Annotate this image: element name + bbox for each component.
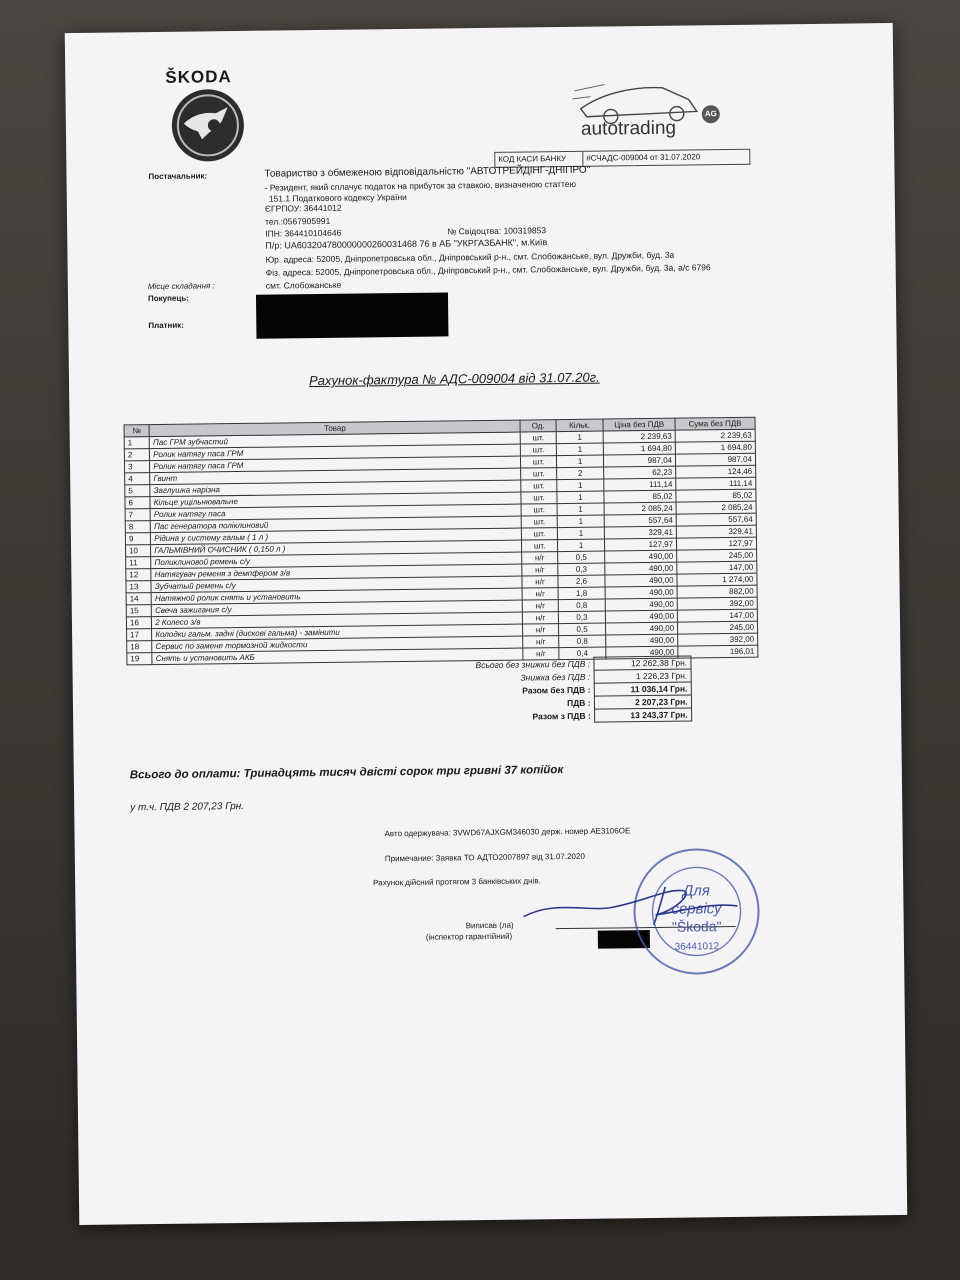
totals-table xyxy=(472,655,691,724)
row-price: 85,02 xyxy=(604,490,676,503)
row-qty: 1 xyxy=(556,455,604,468)
row-item: Натяжной ролик снять и установить xyxy=(151,588,522,605)
row-item: 2 Колесо з/в xyxy=(152,612,523,629)
place-label: Місце складання : xyxy=(147,281,215,292)
supplier-tax-line-1: - Резидент, який сплачує податок на прибуток за ставкою, визначеною статтею xyxy=(264,178,576,193)
col-no: № xyxy=(124,425,149,437)
place-value: смт. Слобожанське xyxy=(265,279,342,291)
col-unit: Од. xyxy=(520,420,556,432)
row-unit: н/г xyxy=(523,624,559,636)
row-number: 1 xyxy=(124,437,149,449)
row-unit: шт. xyxy=(522,528,558,540)
row-item: Пас ГРМ зубчастий xyxy=(149,432,520,449)
row-item: Ролик натягу паса xyxy=(150,504,521,521)
row-unit: шт. xyxy=(521,480,557,492)
row-qty: 2 xyxy=(556,467,604,480)
row-item: Зубчатый ремень с/у xyxy=(151,576,522,593)
footer-note: Примечание: Заявка ТО АДТО2007897 від 31.07.2020 xyxy=(384,851,585,864)
row-sum: 329,41 xyxy=(676,525,756,538)
row-price: 111,14 xyxy=(604,478,676,491)
row-item: Кільце ущільнювальне xyxy=(150,492,521,509)
row-sum: 124,46 xyxy=(676,465,756,478)
supplier-ipn: ІПН: 364410104646 xyxy=(265,227,342,239)
row-unit: н/г xyxy=(523,600,559,612)
row-number: 7 xyxy=(125,509,150,521)
row-sum: 147,00 xyxy=(677,561,757,574)
row-item: Заглушка нарізна xyxy=(150,480,521,497)
row-unit: шт. xyxy=(522,516,558,528)
row-item: Колодки гальм. задні (дискові гальма) - замінити xyxy=(152,624,523,641)
payer-label: Платник: xyxy=(148,320,185,331)
row-price: 127,97 xyxy=(605,538,677,551)
row-unit: шт. xyxy=(522,540,558,552)
row-number: 18 xyxy=(127,641,152,653)
total-label: Разом без ПДВ : xyxy=(522,684,591,696)
row-item: Поликлиновой ремень с/у xyxy=(151,552,522,569)
row-unit: н/г xyxy=(522,552,558,564)
row-item: ГАЛЬМІВНИЙ ОЧИСНИК ( 0,150 л ) xyxy=(151,540,522,557)
supplier-physical-address: Фіз. адреса: 52005, Дніпропетровська обл., Дніпровський р-н., смт. Слобожанське, вул. Дружби, буд. 3а, а/с 6796 xyxy=(265,262,711,278)
footer-validity: Рахунок дійсний протягом 3 банківських днів. xyxy=(373,876,541,888)
supplier-tax-line-2: 151.1 Податкового кодексу України xyxy=(268,191,407,204)
row-unit: н/г xyxy=(522,564,558,576)
row-item: Гвинт xyxy=(150,468,521,485)
row-sum: 127,97 xyxy=(677,537,757,550)
row-qty: 1 xyxy=(557,503,605,516)
row-price: 490,00 xyxy=(605,598,677,611)
row-qty: 1 xyxy=(556,431,604,444)
row-number: 13 xyxy=(126,581,151,593)
autotrading-wordmark: autotrading xyxy=(580,117,677,140)
skoda-logo-icon xyxy=(169,87,246,164)
row-qty: 0,3 xyxy=(558,611,606,624)
row-unit: н/г xyxy=(523,612,559,624)
row-qty: 0,5 xyxy=(557,551,605,564)
row-sum: 111,14 xyxy=(676,477,756,490)
row-number: 10 xyxy=(126,545,151,557)
row-price: 490,00 xyxy=(605,574,677,587)
row-item: Свеча зажигания с/у xyxy=(152,600,523,617)
total-row xyxy=(473,708,691,724)
supplier-account: П/р: UA603204780000000260031468 76 в АБ "УКРГАЗБАНК", м.Київ xyxy=(265,237,548,251)
row-price: 490,00 xyxy=(605,550,677,563)
row-qty: 1 xyxy=(557,515,605,528)
row-price: 987,04 xyxy=(604,454,676,467)
row-sum: 85,02 xyxy=(676,489,756,502)
row-sum: 147,00 xyxy=(677,609,757,622)
row-qty: 1 xyxy=(557,539,605,552)
buyer-label: Покупець: xyxy=(147,293,189,304)
row-item: Рідина у систему гальм ( 1 л ) xyxy=(151,528,522,545)
row-qty: 1 xyxy=(557,479,605,492)
supplier-legal-address: Юр. адреса: 52005, Дніпропетровська обл., Дніпровський р-н., смт. Слобожанське, вул. Дружби, буд. 3а xyxy=(265,249,675,265)
row-number: 4 xyxy=(125,473,150,485)
row-price: 490,00 xyxy=(606,646,678,659)
row-unit: шт. xyxy=(521,504,557,516)
vat-included-line: у т.ч. ПДВ 2 207,23 Грн. xyxy=(130,800,245,814)
row-price: 490,00 xyxy=(605,562,677,575)
supplier-edrpou: ЄГРПОУ: 36441012 xyxy=(264,202,342,214)
items-table xyxy=(124,417,759,666)
row-price: 62,23 xyxy=(604,466,676,479)
col-item: Товар xyxy=(149,420,520,437)
row-qty: 0,4 xyxy=(559,647,607,660)
total-label: Разом з ПДВ : xyxy=(532,710,591,722)
row-sum: 882,00 xyxy=(677,585,757,598)
row-price: 490,00 xyxy=(606,610,678,623)
row-sum: 2 085,24 xyxy=(676,501,756,514)
row-qty: 0,8 xyxy=(558,599,606,612)
total-value: 12 262,38 Грн. xyxy=(594,656,691,670)
total-label: Знижка без ПДВ : xyxy=(520,671,591,683)
row-item: Ролик натягу паса ГРМ xyxy=(150,444,521,461)
row-item: Ролик натягу паса ГРМ xyxy=(150,456,521,473)
row-number: 16 xyxy=(126,617,151,629)
row-unit: шт. xyxy=(521,492,557,504)
signature-scribble xyxy=(515,880,746,933)
row-price: 490,00 xyxy=(605,586,677,599)
col-qty: Кільк. xyxy=(556,419,604,432)
col-sum: Сума без ПДВ xyxy=(675,417,755,430)
row-sum: 2 239,63 xyxy=(675,429,755,442)
row-price: 490,00 xyxy=(606,634,678,647)
row-price: 329,41 xyxy=(605,526,677,539)
row-qty: 1 xyxy=(557,491,605,504)
row-unit: шт. xyxy=(521,468,557,480)
footer-car: Авто одержувача: 3VWD67AJXGM346030 держ. номер АЕ3106ОЕ xyxy=(384,826,631,839)
row-unit: шт. xyxy=(521,432,557,444)
row-unit: шт. xyxy=(521,456,557,468)
row-number: 5 xyxy=(125,485,150,497)
row-sum: 1 694,80 xyxy=(675,441,755,454)
ag-badge: AG xyxy=(702,105,720,123)
row-number: 8 xyxy=(125,521,150,533)
row-unit: н/г xyxy=(522,588,558,600)
skoda-wordmark: ŠKODA xyxy=(165,67,232,87)
row-sum: 196,01 xyxy=(678,645,758,658)
row-number: 9 xyxy=(125,533,150,545)
row-qty: 1 xyxy=(556,443,604,456)
row-sum: 557,64 xyxy=(676,513,756,526)
issued-by-label: Виписав (ла) xyxy=(465,920,514,931)
document-reference: #СЧАДС-009004 от 31.07.2020 xyxy=(586,152,701,163)
row-qty: 1 xyxy=(557,527,605,540)
supplier-name: Товариство з обмеженою відповідальністю "АВТОТРЕЙДІНГ-ДНІПРО" xyxy=(264,164,591,180)
supplier-certificate: № Свідоцтва: 100319853 xyxy=(447,225,547,237)
row-qty: 0,3 xyxy=(558,563,606,576)
row-price: 1 694,80 xyxy=(604,442,676,455)
row-unit: н/г xyxy=(522,576,558,588)
row-sum: 245,00 xyxy=(677,549,757,562)
total-in-words: Всього до оплати: Тринадцять тисяч двісті сорок три гривні 37 копійок xyxy=(129,764,564,782)
row-item: Натягувач ременя з демпфером з/в xyxy=(151,564,522,581)
row-number: 6 xyxy=(125,497,150,509)
row-number: 2 xyxy=(124,449,149,461)
row-item: Снять и установить АКБ xyxy=(152,648,523,665)
row-qty: 2,6 xyxy=(558,575,606,588)
supplier-phone: тел.:0567905991 xyxy=(265,215,331,227)
row-sum: 392,00 xyxy=(678,633,758,646)
total-label: Всього без знижки без ПДВ : xyxy=(475,658,591,671)
col-price: Ціна без ПДВ xyxy=(603,418,675,431)
supplier-label: Постачальник: xyxy=(148,171,208,182)
row-unit: н/г xyxy=(523,636,559,648)
row-number: 14 xyxy=(126,593,151,605)
issued-by-role: (інспектор гарантійний) xyxy=(425,931,513,942)
total-value: 2 207,23 Грн. xyxy=(594,695,691,709)
cashbox-label: КОД КАСИ БАНКУ xyxy=(495,152,583,167)
row-number: 15 xyxy=(126,605,151,617)
redacted-buyer-block xyxy=(256,292,449,338)
total-value: 13 243,37 Грн. xyxy=(594,708,691,722)
row-unit: н/г xyxy=(523,648,559,660)
row-item: Сервис по замене тормозной жидкости xyxy=(152,636,523,653)
total-label: ПДВ : xyxy=(567,697,591,709)
row-price: 2 085,24 xyxy=(604,502,676,515)
stamp-line-1: Для xyxy=(682,882,710,900)
stamp-line-2: сервісу xyxy=(671,900,722,918)
row-item: Пас генератора поліклиновий xyxy=(150,516,521,533)
total-value: 1 226,23 Грн. xyxy=(594,669,691,683)
row-price: 490,00 xyxy=(606,622,678,635)
invoice-sheet xyxy=(65,23,908,1225)
row-qty: 0,8 xyxy=(558,635,606,648)
row-number: 17 xyxy=(127,629,152,641)
total-value: 11 036,14 Грн. xyxy=(594,682,691,696)
row-sum: 392,00 xyxy=(677,597,757,610)
row-unit: шт. xyxy=(521,444,557,456)
row-sum: 245,00 xyxy=(678,621,758,634)
row-price: 557,64 xyxy=(604,514,676,527)
row-number: 3 xyxy=(124,461,149,473)
row-sum: 987,04 xyxy=(676,453,756,466)
stamp-line-3: "Škoda" xyxy=(671,918,722,935)
row-sum: 1 274,00 xyxy=(677,573,757,586)
row-number: 12 xyxy=(126,569,151,581)
stamp-code: 36441012 xyxy=(674,941,720,953)
row-number: 19 xyxy=(127,653,152,665)
row-price: 2 239,63 xyxy=(603,430,675,443)
row-qty: 1,8 xyxy=(558,587,606,600)
invoice-title: Рахунок-фактура № АДС-009004 від 31.07.20г. xyxy=(308,369,600,389)
row-qty: 0,5 xyxy=(558,623,606,636)
row-number: 11 xyxy=(126,557,151,569)
